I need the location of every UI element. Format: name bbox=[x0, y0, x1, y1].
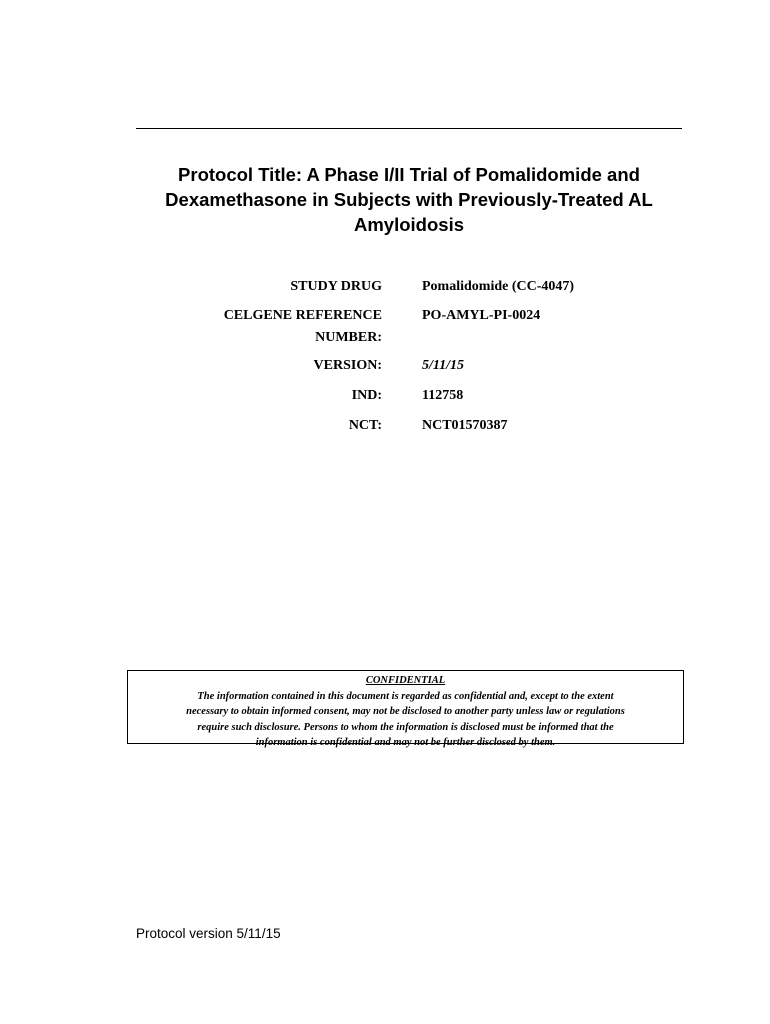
title-line: Protocol Title: A Phase I/II Trial of Pomalidomide and bbox=[178, 164, 640, 185]
study-drug-value: Pomalidomide (CC-4047) bbox=[422, 279, 575, 294]
title-line: Dexamethasone in Subjects with Previously-Treated AL bbox=[165, 189, 653, 210]
nct-label: NCT: bbox=[348, 418, 382, 433]
title-line: Amyloidosis bbox=[354, 214, 464, 235]
protocol-title bbox=[120, 162, 698, 237]
study-drug-label: STUDY DRUG bbox=[290, 279, 382, 294]
confidential-text-line: necessary to obtain informed consent, may not be disclosed to another party unless law or regulations bbox=[186, 706, 625, 717]
ind-value: 112758 bbox=[422, 388, 464, 403]
confidential-text-line: information is confidential and may not be further disclosed by them. bbox=[255, 737, 556, 748]
header-rule bbox=[136, 128, 682, 129]
reference-number-value: PO-AMYL-PI-0024 bbox=[422, 308, 541, 323]
page-footer: Protocol version 5/11/15 bbox=[136, 926, 281, 941]
confidential-text-line: The information contained in this document is regarded as confidential and, except to the extent bbox=[197, 690, 614, 702]
ind-label: IND: bbox=[351, 388, 382, 403]
version-value: 5/11/15 bbox=[422, 358, 465, 373]
reference-number-label: CELGENE REFERENCE NUMBER: bbox=[223, 308, 382, 345]
confidential-heading: CONFIDENTIAL bbox=[365, 675, 446, 686]
version-label: VERSION: bbox=[313, 358, 382, 373]
confidential-text-line: require such disclosure. Persons to whom the information is disclosed must be informed that the bbox=[197, 721, 614, 733]
nct-value: NCT01570387 bbox=[422, 418, 508, 433]
confidentiality-notice bbox=[127, 670, 684, 748]
